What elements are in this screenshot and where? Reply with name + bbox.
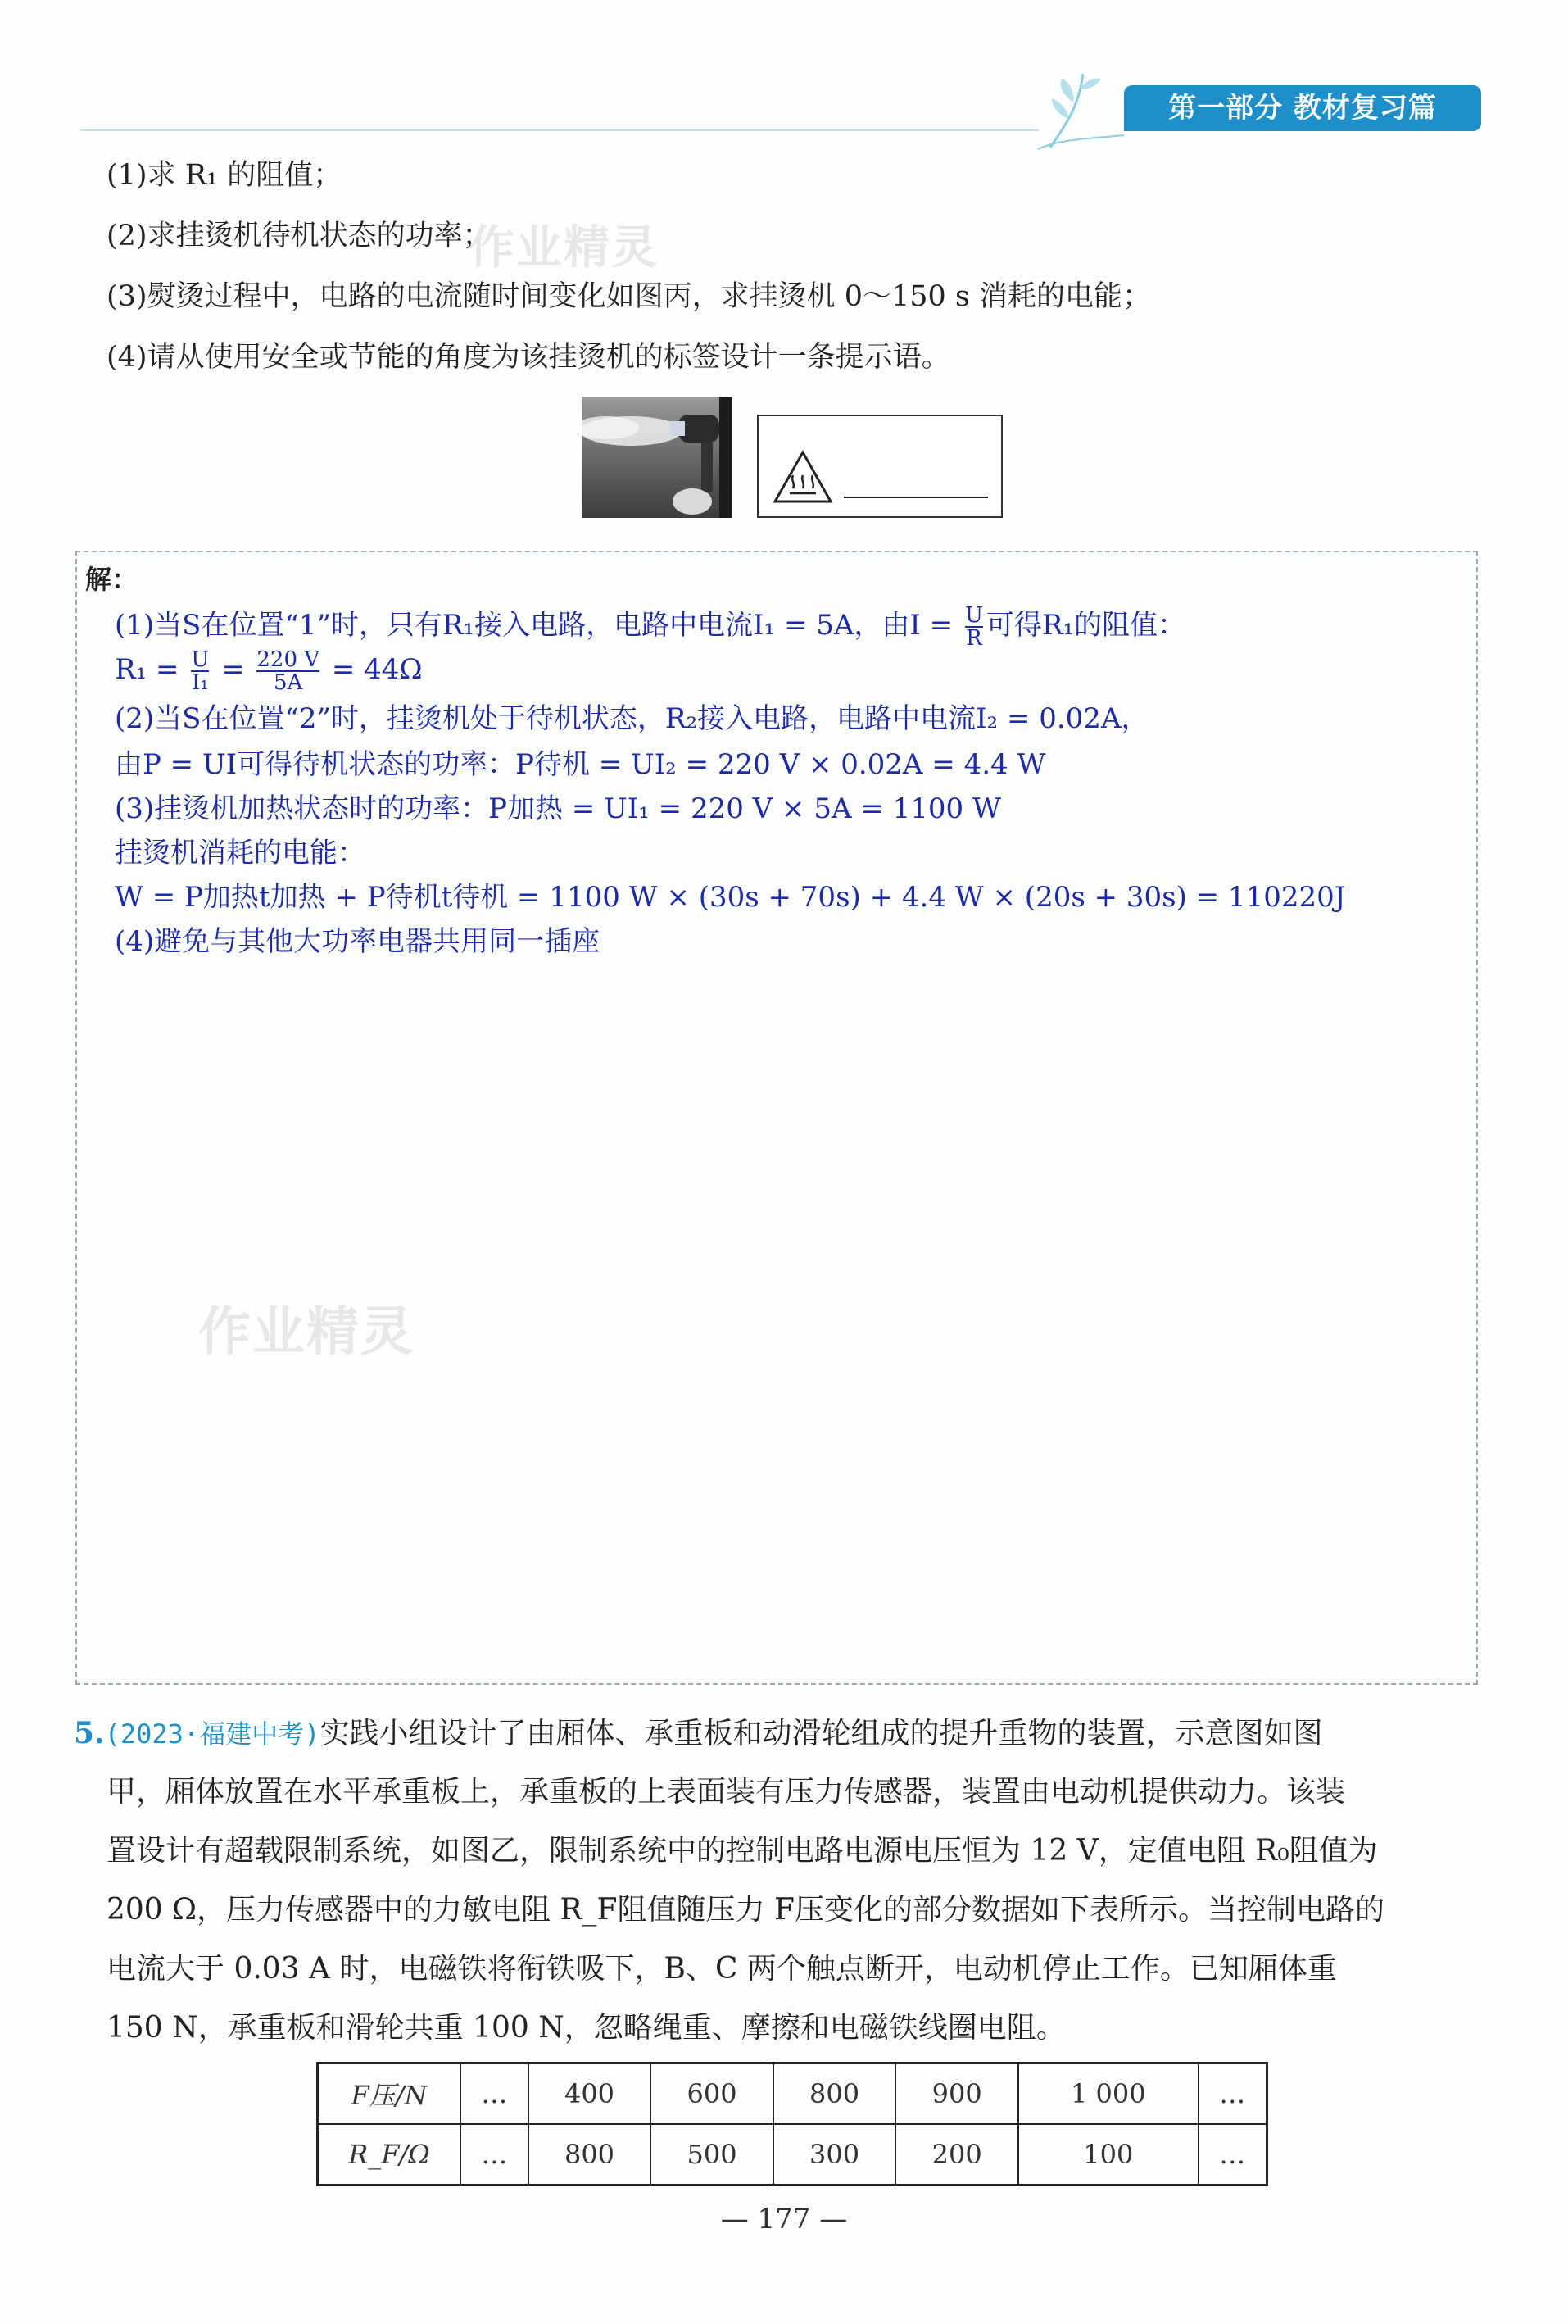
answer-line-8: (4)避免与其他大功率电器共用同一插座 (115, 925, 600, 958)
table-cell: 600 (650, 2063, 773, 2125)
table-cell: 900 (895, 2063, 1018, 2125)
table-cell: 100 (1018, 2124, 1199, 2186)
table-cell: … (1199, 2063, 1267, 2125)
section-tag: 第一部分 教材复习篇 (1124, 85, 1481, 131)
problem5-line-3: 置设计有超载限制系统，如图乙，限制系统中的控制电路电源电压恒为 12 V，定值电阻 R₀阻值为 (106, 1834, 1378, 1868)
table-cell: 500 (650, 2124, 773, 2186)
warning-label-box (757, 415, 1003, 518)
watermark-top: 作业精灵 (469, 221, 659, 275)
problem-number: 5. (74, 1716, 105, 1750)
question-1: (1)求 R₁ 的阻值； (106, 159, 342, 192)
leaf-flourish-icon (1034, 57, 1132, 156)
question-4: (4)请从使用安全或节能的角度为该挂烫机的标签设计一条提示语。 (106, 341, 950, 374)
steamer-photo (582, 397, 732, 518)
answer-line-2: R₁ = $\frac{U}{\text{I₁}}$ = $\frac{220 V}{5A}$ = 44Ω (115, 647, 423, 695)
answer-line-7: W = P加热t加热 + P待机t待机 = 1100 W × (30s + 70s) + 4.4 W × (20s + 30s) = 110220J (115, 881, 1346, 914)
table-cell: 300 (773, 2124, 896, 2186)
answer-line-3: (2)当S在位置“2”时，挂烫机处于待机状态，R₂接入电路，电路中电流I₂ = 0.02A， (115, 702, 1149, 735)
table-header-force: F压/N (318, 2063, 461, 2125)
watermark-middle: 作业精灵 (198, 1302, 415, 1363)
answer-line-1: (1)当S在位置“1”时，只有R₁接入电路，电路中电流I₁ = 5A，由I = $\frac{U}{R}$ 可得R₁的阻值： (115, 603, 1186, 651)
table-cell: 800 (528, 2124, 651, 2186)
table-cell: 1 000 (1018, 2063, 1199, 2125)
problem5-line-4: 200 Ω，压力传感器中的力敏电阻 R_F阻值随压力 F压变化的部分数据如下表所示。当控制电路的 (106, 1893, 1384, 1927)
table-header-resistance: R_F/Ω (318, 2124, 461, 2186)
hot-surface-warning-icon (772, 449, 834, 505)
table-cell: … (460, 2063, 528, 2125)
table-cell: 400 (528, 2063, 651, 2125)
steamer-figure (582, 397, 1003, 518)
question-3: (3)熨烫过程中，电路的电流随时间变化如图丙，求挂烫机 0～150 s 消耗的电能； (106, 280, 1151, 313)
table-row (318, 2063, 1267, 2125)
answer-box[interactable] (75, 551, 1478, 1685)
label-blank-line (844, 497, 988, 498)
problem5-line-2: 甲，厢体放置在水平承重板上，承重板的上表面装有压力传感器，装置由电动机提供动力。该装 (106, 1775, 1346, 1809)
answer-title: 解： (85, 564, 138, 595)
answer-line-6: 挂烫机消耗的电能： (115, 837, 365, 869)
force-resistance-table (316, 2062, 1268, 2186)
header-rule (80, 129, 1039, 131)
answer-line-4: 由P = UI可得待机状态的功率：P待机 = UI₂ = 220 V × 0.02A = 4.4 W (115, 748, 1046, 781)
problem5-line-6: 150 N，承重板和滑轮共重 100 N，忽略绳重、摩擦和电磁铁线圈电阻。 (106, 2011, 1066, 2045)
table-row (318, 2124, 1267, 2186)
table-cell: … (460, 2124, 528, 2186)
table-cell: 200 (895, 2124, 1018, 2186)
problem5-line-5: 电流大于 0.03 A 时，电磁铁将衔铁吸下，B、C 两个触点断开，电动机停止工作。已知厢体重 (106, 1952, 1337, 1986)
problem5-line-1: 5.(2023·福建中考)实践小组设计了由厢体、承重板和动滑轮组成的提升重物的装置，示意图如图 (74, 1716, 1323, 1750)
question-2: (2)求挂烫机待机状态的功率； (106, 220, 492, 252)
table-cell: … (1199, 2124, 1267, 2186)
table-cell: 800 (773, 2063, 896, 2125)
answer-line-5: (3)挂烫机加热状态时的功率：P加热 = UI₁ = 220 V × 5A = 1100 W (115, 792, 1001, 825)
problem-source: (2023·福建中考) (104, 1718, 320, 1750)
page-number: — 177 — (720, 2203, 848, 2235)
